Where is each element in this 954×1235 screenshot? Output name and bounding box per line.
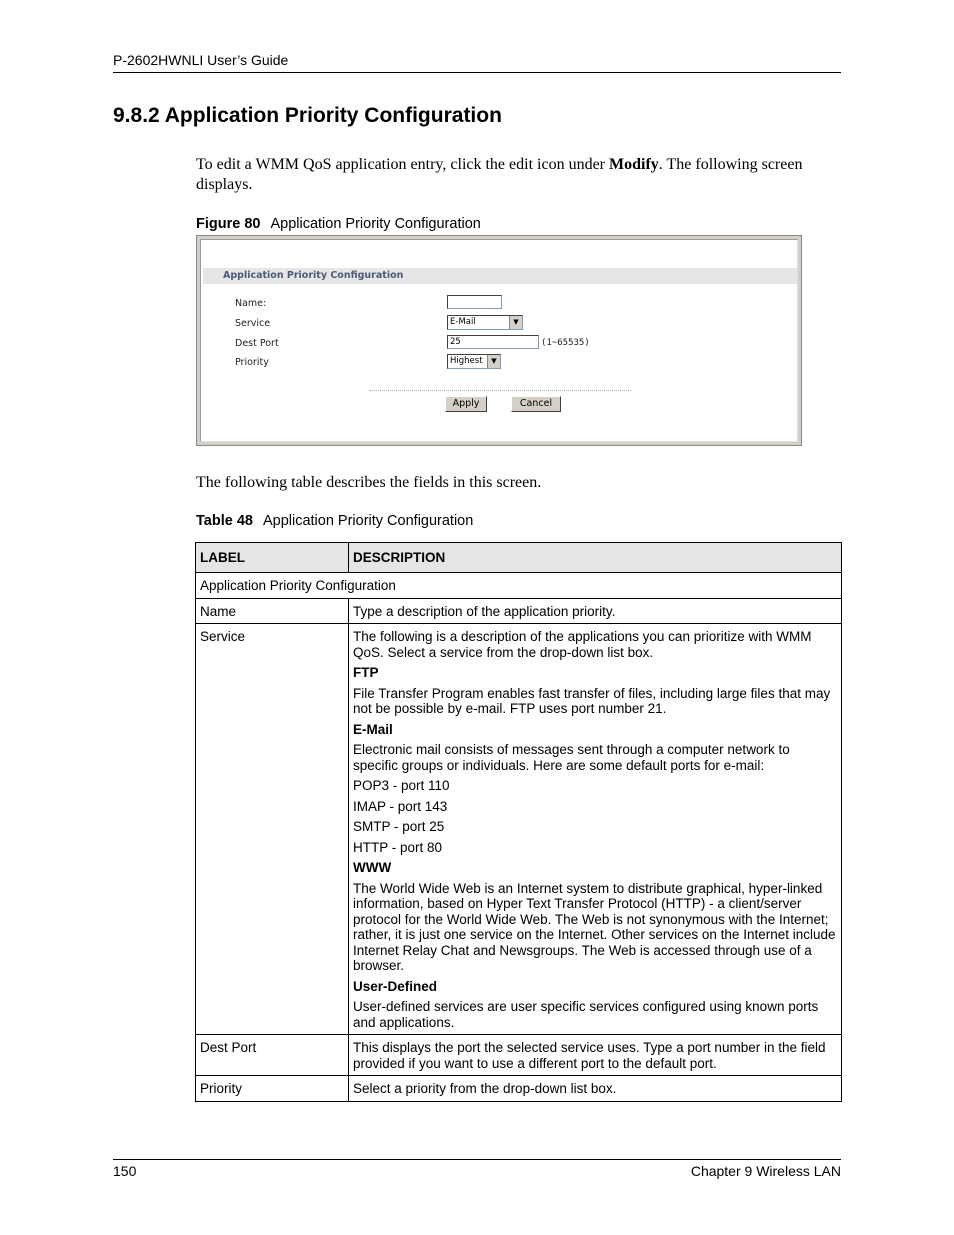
table-caption-text: Application Priority Configuration xyxy=(262,513,474,529)
chapter-title: Chapter 9 Wireless LAN xyxy=(690,1163,841,1179)
name-label: Name: xyxy=(235,298,267,309)
row-desc-priority: Select a priority from the drop-down list box. xyxy=(349,1076,842,1102)
screen-title-bar xyxy=(203,268,797,284)
apply-button[interactable]: Apply xyxy=(445,396,487,412)
section-row-cell: Application Priority Configuration xyxy=(196,573,842,599)
form-divider xyxy=(369,390,631,391)
chevron-down-icon[interactable]: ▼ xyxy=(487,355,500,368)
table-intro-text: The following table describes the fields in this screen. xyxy=(196,474,542,491)
www-heading: WWW xyxy=(353,860,392,875)
ftp-description: File Transfer Program enables fast transfer of files, including large files that may not be possible by e-mail. FTP uses port number 21. xyxy=(353,685,831,716)
email-heading: E-Mail xyxy=(353,721,393,737)
figure-caption-text: Application Priority Configuration xyxy=(270,216,481,232)
chevron-down-icon[interactable]: ▼ xyxy=(509,316,522,329)
table-caption xyxy=(196,513,473,529)
table-section-row xyxy=(196,573,842,599)
page-number: 150 xyxy=(113,1163,137,1179)
port-smtp: SMTP - port 25 xyxy=(353,819,445,834)
figure-screenshot xyxy=(196,235,802,446)
row-desc-service xyxy=(349,624,842,1035)
row-desc-dest-port: This displays the port the selected service uses. Type a port number in the field provided if you want to use a different port to the default port. xyxy=(349,1035,842,1076)
intro-bold-modify: Modify xyxy=(609,156,659,173)
table-row xyxy=(196,1035,842,1076)
priority-select[interactable] xyxy=(447,354,501,369)
intro-text-after: . The following screen displays. xyxy=(196,156,803,193)
table-row xyxy=(196,624,842,1035)
header-rule xyxy=(113,72,841,73)
label-column-header: LABEL xyxy=(196,543,349,573)
description-column-header: DESCRIPTION xyxy=(349,543,842,573)
dest-port-range-hint: (1~65535) xyxy=(541,338,590,348)
email-description: Electronic mail consists of messages sent through a computer network to specific groups or individuals. Here are some default ports for e-mail: xyxy=(353,742,790,773)
port-http: HTTP - port 80 xyxy=(353,839,443,855)
cancel-button[interactable]: Cancel xyxy=(511,396,561,412)
dest-port-input[interactable]: 25 xyxy=(447,335,539,349)
dest-port-label: Dest Port xyxy=(235,338,279,349)
row-label-service: Service xyxy=(196,624,349,1035)
user-defined-heading: User-Defined xyxy=(353,978,438,994)
table-caption-number: Table 48 xyxy=(196,513,253,529)
figure-screen-panel xyxy=(200,239,798,442)
service-intro: The following is a description of the applications you can prioritize with WMM QoS. Select a service from the drop-down list box. xyxy=(353,629,812,660)
www-description: The World Wide Web is an Internet system to distribute graphical, hyper-linked information, based on Hyper Text Transfer Protocol (HTTP) - a client/server protocol for the World Wide Web. The Web is not synonymous with the Internet; rather, it is just one service on the Internet. Other services on the Internet include Internet Relay Chat and Newsgroups. The Web is accessed through use of a browser. xyxy=(353,880,836,973)
service-select[interactable] xyxy=(447,315,523,330)
footer-rule xyxy=(113,1159,841,1160)
row-label-priority: Priority xyxy=(196,1076,349,1102)
priority-select-value: Highest xyxy=(450,356,483,366)
intro-paragraph xyxy=(196,155,842,195)
figure-caption-number: Figure 80 xyxy=(196,216,261,232)
ftp-heading: FTP xyxy=(353,665,379,680)
priority-label: Priority xyxy=(235,357,269,368)
running-header: P-2602HWNLI User’s Guide xyxy=(113,52,289,68)
row-label-name: Name xyxy=(196,598,349,624)
section-title: 9.8.2 Application Priority Configuration xyxy=(113,104,502,127)
figure-caption xyxy=(196,216,481,232)
screen-title: Application Priority Configuration xyxy=(223,270,404,281)
row-label-dest-port: Dest Port xyxy=(196,1035,349,1076)
user-defined-description: User-defined services are user specific services configured using known ports and applications. xyxy=(353,999,819,1030)
name-input[interactable] xyxy=(447,295,502,309)
service-label: Service xyxy=(235,318,271,329)
port-pop3: POP3 - port 110 xyxy=(353,778,450,793)
description-table xyxy=(195,542,842,1102)
intro-text-before: To edit a WMM QoS application entry, click the edit icon under xyxy=(196,156,609,173)
service-select-value: E-Mail xyxy=(450,317,476,327)
table-row xyxy=(196,598,842,624)
table-row xyxy=(196,1076,842,1102)
table-header-row xyxy=(196,543,842,573)
row-desc-name: Type a description of the application priority. xyxy=(349,598,842,624)
port-imap: IMAP - port 143 xyxy=(353,798,448,814)
